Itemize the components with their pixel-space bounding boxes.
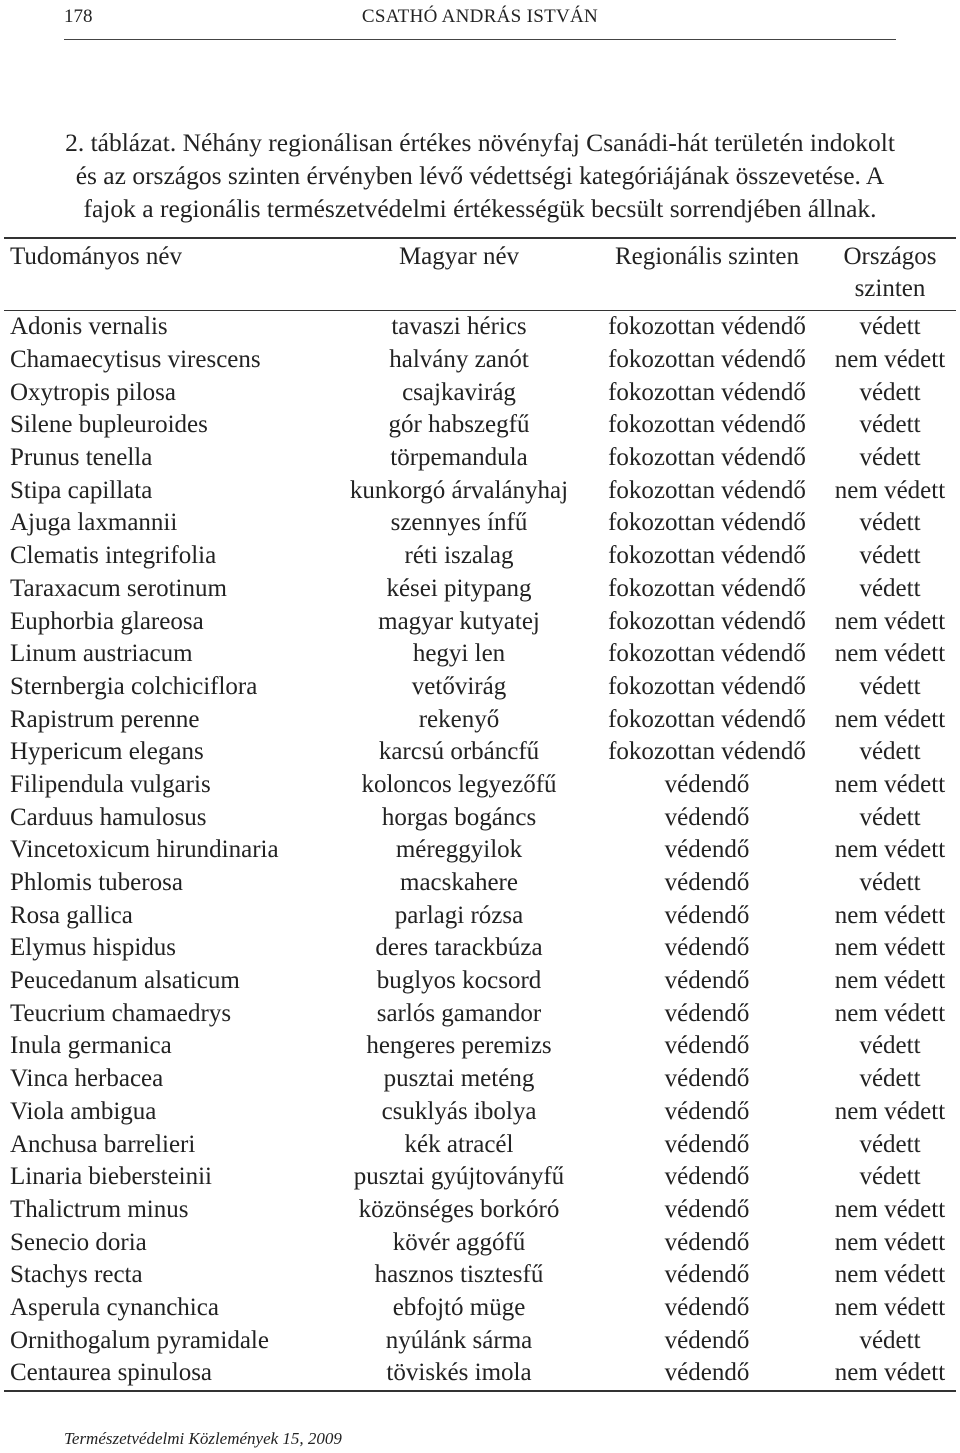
table-row (4, 703, 956, 736)
scientific-name-cell: Ornithogalum pyramidale (10, 1326, 269, 1354)
scientific-name-cell: Rapistrum perenne (10, 705, 200, 733)
scientific-name-cell: Filipendula vulgaris (10, 770, 211, 798)
scientific-name-cell: Euphorbia glareosa (10, 607, 204, 635)
column-header-hungarian-name: Magyar név (398, 243, 520, 270)
scientific-name-cell: Centaurea spinulosa (10, 1359, 213, 1387)
hungarian-name-cell: töviskés imola (386, 1359, 532, 1387)
hungarian-name-cell: hengeres peremizs (366, 1032, 552, 1060)
regional-status-cell: védendő (664, 1359, 750, 1387)
regional-status-cell: védendő (664, 836, 750, 864)
page-number: 178 (64, 6, 93, 27)
hungarian-name-cell: parlagi rózsa (394, 901, 524, 929)
table-row (4, 638, 956, 671)
hungarian-name-cell: hegyi len (412, 640, 506, 668)
national-status-cell: védett (859, 411, 921, 439)
regional-status-cell: védendő (664, 770, 750, 798)
table-row (4, 965, 956, 998)
regional-status-cell: védendő (664, 901, 750, 929)
table-row (4, 474, 956, 507)
table-row (4, 801, 956, 834)
hungarian-name-cell: buglyos kocsord (376, 967, 542, 995)
table-row (4, 1161, 956, 1194)
hungarian-name-cell: csuklyás ibolya (381, 1097, 537, 1125)
hungarian-name-cell: magyar kutyatej (378, 607, 540, 635)
scientific-name-cell: Vinca herbacea (10, 1065, 164, 1093)
scientific-name-cell: Stipa capillata (10, 476, 153, 504)
national-status-cell: nem védett (834, 934, 946, 962)
table-row (4, 867, 956, 900)
scientific-name-cell: Carduus hamulosus (10, 803, 207, 831)
table-row (4, 769, 956, 802)
table-row (4, 1226, 956, 1259)
national-status-cell: nem védett (834, 1195, 946, 1223)
table-row (4, 376, 956, 409)
header-row (4, 238, 956, 311)
table-row (4, 409, 956, 442)
regional-status-cell: védendő (664, 1163, 750, 1191)
scientific-name-cell: Asperula cynanchica (10, 1293, 219, 1321)
hungarian-name-cell: szennyes ínfű (390, 509, 528, 537)
hungarian-name-cell: kék atracél (404, 1130, 514, 1158)
hungarian-name-cell: kunkorgó árvalányhaj (349, 476, 569, 504)
hungarian-name-cell: horgas bogáncs (381, 803, 537, 831)
table-row (4, 671, 956, 704)
regional-status-cell: védendő (664, 1326, 750, 1354)
regional-status-cell: védendő (664, 1261, 750, 1289)
national-status-cell: védett (859, 672, 921, 700)
table-row (4, 605, 956, 638)
hungarian-name-cell: rekenyő (418, 705, 500, 733)
national-status-cell: védett (859, 1065, 921, 1093)
national-status-cell: nem védett (834, 1261, 946, 1289)
regional-status-cell: fokozottan védendő (608, 476, 806, 504)
national-status-cell: védett (859, 509, 921, 537)
table-row (4, 507, 956, 540)
regional-status-cell: védendő (664, 803, 750, 831)
hungarian-name-cell: gór habszegfű (388, 411, 530, 439)
table-row (4, 1096, 956, 1129)
hungarian-name-cell: tavaszi hérics (391, 313, 527, 341)
hungarian-name-cell: csajkavirág (402, 378, 516, 406)
national-status-cell: nem védett (834, 705, 946, 733)
table-row (4, 736, 956, 769)
national-status-cell: védett (859, 1326, 921, 1354)
scientific-name-cell: Vincetoxicum hirundinaria (10, 836, 279, 864)
national-status-cell: nem védett (834, 836, 946, 864)
scientific-name-cell: Teucrium chamaedrys (10, 999, 232, 1027)
national-status-cell: nem védett (834, 1293, 946, 1321)
regional-status-cell: védendő (664, 1097, 750, 1125)
table-row (4, 1357, 956, 1391)
table-row (4, 344, 956, 377)
national-status-cell: nem védett (834, 607, 946, 635)
header-rule (64, 39, 896, 40)
regional-status-cell: fokozottan védendő (608, 444, 806, 472)
regional-status-cell: védendő (664, 1032, 750, 1060)
scientific-name-cell: Hypericum elegans (10, 738, 204, 766)
table-row (4, 899, 956, 932)
regional-status-cell: védendő (664, 869, 750, 897)
table-row (4, 442, 956, 475)
regional-status-cell: fokozottan védendő (608, 313, 806, 341)
scientific-name-cell: Linum austriacum (10, 640, 193, 668)
table-caption: 2. táblázat. Néhány regionálisan értékes növényfaj Csanádi-hát területén indokolt és az országos szinten érvényben lévő védettségi kategóriájának összevetése. A fajok a regionális természetvédelmi értékességük becsült sorrendjében állnak. (65, 127, 895, 223)
national-status-cell: védett (859, 803, 921, 831)
hungarian-name-cell: törpemandula (390, 444, 528, 472)
hungarian-name-cell: pusztai gyújtoványfű (353, 1163, 565, 1191)
national-status-cell: nem védett (834, 476, 946, 504)
table-row (4, 1324, 956, 1357)
national-status-cell: nem védett (834, 1359, 946, 1387)
scientific-name-cell: Silene bupleuroides (10, 411, 208, 439)
hungarian-name-cell: halvány zanót (389, 346, 529, 374)
national-status-cell: nem védett (834, 967, 946, 995)
hungarian-name-cell: koloncos legyezőfű (361, 770, 557, 798)
hungarian-name-cell: hasznos tisztesfű (374, 1261, 544, 1289)
regional-status-cell: fokozottan védendő (608, 509, 806, 537)
running-head (0, 4, 960, 34)
national-status-cell: védett (859, 574, 921, 602)
scientific-name-cell: Peucedanum alsaticum (10, 967, 240, 995)
national-status-cell: védett (859, 1130, 921, 1158)
regional-status-cell: fokozottan védendő (608, 574, 806, 602)
regional-status-cell: fokozottan védendő (608, 738, 806, 766)
table-row (4, 311, 956, 344)
scientific-name-cell: Clematis integrifolia (10, 542, 217, 570)
hungarian-name-cell: sarlós gamandor (376, 999, 542, 1027)
table-row (4, 1259, 956, 1292)
scientific-name-cell: Anchusa barrelieri (10, 1130, 196, 1158)
national-status-cell: nem védett (834, 770, 946, 798)
regional-status-cell: védendő (664, 1195, 750, 1223)
table-header (4, 238, 956, 311)
regional-status-cell: fokozottan védendő (608, 411, 806, 439)
scientific-name-cell: Prunus tenella (10, 444, 153, 472)
hungarian-name-cell: pusztai meténg (383, 1065, 535, 1093)
table-row (4, 1292, 956, 1325)
scientific-name-cell: Taraxacum serotinum (10, 574, 227, 602)
journal-footer: Természetvédelmi Közlemények 15, 2009 (64, 1429, 342, 1448)
regional-status-cell: fokozottan védendő (608, 378, 806, 406)
regional-status-cell: védendő (664, 934, 750, 962)
scientific-name-cell: Phlomis tuberosa (10, 869, 183, 897)
scientific-name-cell: Ajuga laxmannii (10, 509, 178, 537)
scientific-name-cell: Stachys recta (10, 1261, 143, 1289)
hungarian-name-cell: nyúlánk sárma (385, 1326, 533, 1354)
national-status-cell: védett (859, 1032, 921, 1060)
table-row (4, 1128, 956, 1161)
column-header-national-level: Országos szinten (843, 243, 937, 302)
table-row (4, 834, 956, 867)
scientific-name-cell: Viola ambigua (10, 1097, 157, 1125)
table-row (4, 997, 956, 1030)
hungarian-name-cell: kései pitypang (386, 574, 532, 602)
hungarian-name-cell: közönséges borkóró (358, 1195, 560, 1223)
regional-status-cell: védendő (664, 1228, 750, 1256)
regional-status-cell: fokozottan védendő (608, 346, 806, 374)
regional-status-cell: fokozottan védendő (608, 705, 806, 733)
regional-status-cell: védendő (664, 999, 750, 1027)
column-header-regional-level: Regionális szinten (615, 243, 799, 270)
national-status-cell: védett (859, 1163, 921, 1191)
table-row (4, 932, 956, 965)
hungarian-name-cell: réti iszalag (404, 542, 514, 570)
national-status-cell: nem védett (834, 1097, 946, 1125)
species-table (4, 237, 956, 1392)
scientific-name-cell: Chamaecytisus virescens (10, 346, 261, 374)
national-status-cell: nem védett (834, 999, 946, 1027)
table-row (4, 1063, 956, 1096)
national-status-cell: védett (859, 313, 921, 341)
table-row (4, 540, 956, 573)
table-row (4, 1030, 956, 1063)
running-head-author: CSATHÓ ANDRÁS ISTVÁN (361, 6, 599, 27)
scientific-name-cell: Thalictrum minus (10, 1195, 189, 1223)
hungarian-name-cell: kövér aggófű (392, 1228, 526, 1256)
regional-status-cell: védendő (664, 967, 750, 995)
regional-status-cell: védendő (664, 1065, 750, 1093)
scientific-name-cell: Sternbergia colchiciflora (10, 672, 258, 700)
column-header-scientific-name: Tudományos név (10, 243, 183, 270)
national-status-cell: nem védett (834, 346, 946, 374)
regional-status-cell: védendő (664, 1130, 750, 1158)
scientific-name-cell: Oxytropis pilosa (10, 378, 176, 406)
national-status-cell: védett (859, 869, 921, 897)
national-status-cell: védett (859, 542, 921, 570)
hungarian-name-cell: ebfojtó müge (392, 1293, 526, 1321)
hungarian-name-cell: vetővirág (411, 672, 507, 700)
regional-status-cell: fokozottan védendő (608, 640, 806, 668)
national-status-cell: nem védett (834, 640, 946, 668)
table-row (4, 573, 956, 606)
scientific-name-cell: Adonis vernalis (10, 313, 168, 341)
regional-status-cell: fokozottan védendő (608, 672, 806, 700)
table-row (4, 1194, 956, 1227)
national-status-cell: nem védett (834, 901, 946, 929)
scientific-name-cell: Rosa gallica (10, 901, 133, 929)
national-status-cell: védett (859, 378, 921, 406)
scientific-name-cell: Inula germanica (10, 1032, 172, 1060)
hungarian-name-cell: macskahere (400, 869, 518, 897)
scientific-name-cell: Linaria biebersteinii (10, 1163, 213, 1191)
national-status-cell: védett (859, 444, 921, 472)
national-status-cell: nem védett (834, 1228, 946, 1256)
regional-status-cell: védendő (664, 1293, 750, 1321)
regional-status-cell: fokozottan védendő (608, 542, 806, 570)
scientific-name-cell: Senecio doria (10, 1228, 147, 1256)
hungarian-name-cell: karcsú orbáncfű (378, 738, 540, 766)
hungarian-name-cell: méreggyilok (395, 836, 523, 864)
national-status-cell: védett (859, 738, 921, 766)
regional-status-cell: fokozottan védendő (608, 607, 806, 635)
table-body (4, 311, 956, 1391)
hungarian-name-cell: deres tarackbúza (375, 934, 543, 962)
scientific-name-cell: Elymus hispidus (10, 934, 176, 962)
